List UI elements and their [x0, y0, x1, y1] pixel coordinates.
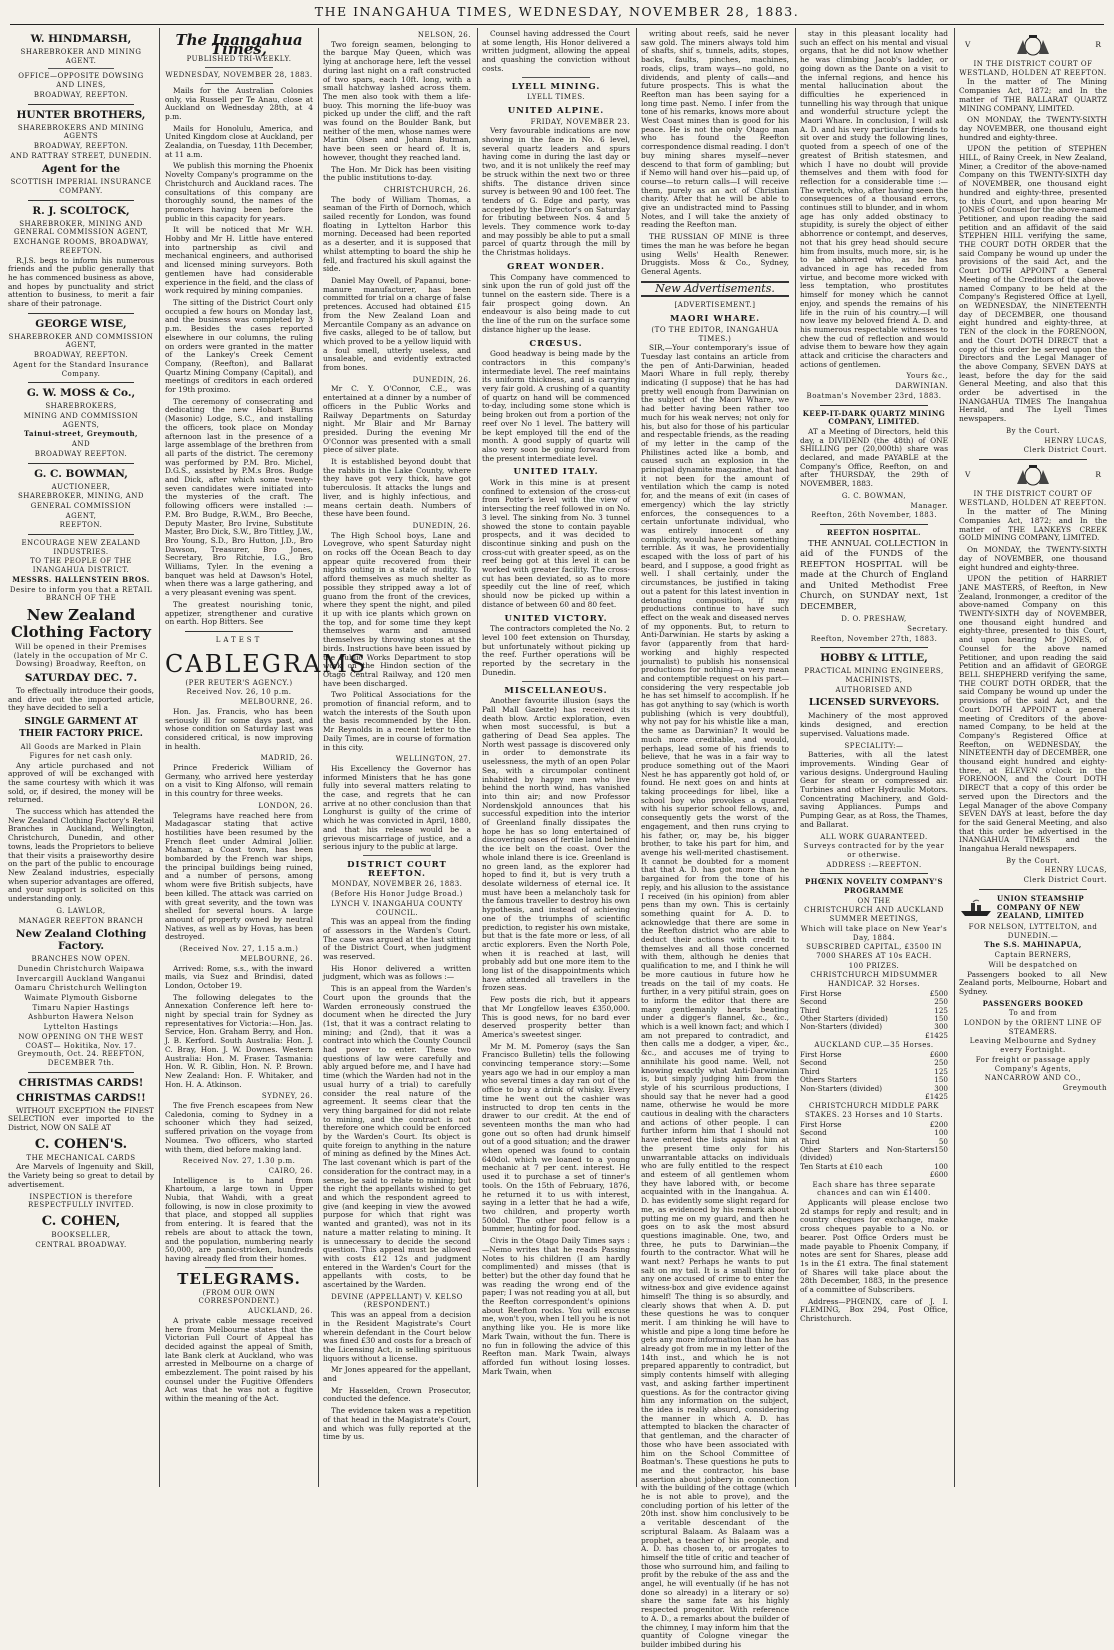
prize-total: £1425	[925, 1030, 948, 1040]
news-paragraph: Mr Hasselden, Crown Prosecutor, conducted the defence.	[323, 1385, 471, 1404]
ad-address: AND RATTRAY STREET, DUNEDIN.	[10, 151, 152, 160]
ad-subheading: AUCTIONEER,	[51, 482, 111, 491]
news-paragraph: Prince Frederick William of Germany, who arrived here yesterday on a visit to King Alfonso, will remain in this country for three weeks.	[165, 763, 313, 799]
divider	[28, 104, 134, 105]
ad-heading: G. C. BOWMAN,	[34, 467, 128, 480]
news-paragraph: The body of William Thomas, a seaman of the Firth of Dornoch, which sailed recently for London, was found floating in Lyttelton Harbor this morning. Deceased had been reported as a deserter, and it is supposed that whilst attempting to board the ship he fell, and fractured his skull against the side.	[323, 194, 471, 274]
prize-label: Second	[800, 1058, 827, 1068]
ad-body: Batteries, with all the latest improvements. Winding Gear of various designs. Underground Hauling Gear for steam or compressed air. Turbines and other Hydraulic Motors. Concentrating Machinery, and Gold-saving Appliances. Pumps and Pumping Gear, as at Ross, the Thames, and Ballarat.	[800, 750, 948, 829]
paper-title: The Inangahua Times,	[175, 31, 303, 58]
ad-heading: W. HINDMARSH,	[30, 33, 132, 45]
news-paragraph: Good headway is being made by the contractors in this company's intermediate level. The reef maintains its uniform thickness, and is carrying very fair gold. A crushing of a quantity of quartz on hand will be commenced to-day, including some stone which is being broken out from a portion of the reef over No 1 level. The battery will be kept employed till the end of the month. A good supply of quartz will also very soon be going forward from the present intermediate level.	[482, 349, 630, 463]
ad-text: THE MECHANICAL CARDS	[26, 1153, 136, 1162]
section-heading: New Advertisements.	[641, 281, 789, 298]
prize-row	[800, 1171, 948, 1179]
ad-subheading: PRACTICAL MINING ENGINEERS, MACHINISTS,	[804, 667, 944, 684]
news-paragraph: Counsel having addressed the Court at some length, His Honor delivered a written judgment, allowing the appeal and quashing the conviction without costs.	[482, 29, 630, 73]
news-paragraph: Very favourable indications are now showing in the face in No. 6 level, several quartz leaders and spurs having come in during the last day or two, and it is not unlikely the reef may be struck within the next two or three shifts. The distance driven since survey is between 90 and 100 feet. The tenders of G. Edge and party, was accepted by the Director's on Saturday for tributing between Nos. 4 and 5 levels. They commence work to-day and may possibly be able to put a small parcel of quartz through the mill by the Christmas holidays.	[482, 126, 630, 258]
prize-label: Other Starters (divided)	[800, 1014, 888, 1023]
notice-text: Clerk District Court.	[1023, 876, 1107, 885]
news-paragraph: Mr Jones appeared for the appellant, and	[323, 1365, 471, 1384]
ad-address: REEFTON.	[59, 521, 103, 530]
notice-body: ON MONDAY, the TWENTY-SIXTH day NOVEMBER, one thousand eight hundred and eighty-three.	[959, 115, 1107, 142]
ad-text: For freight or passage apply Company's Agents,	[975, 1055, 1091, 1073]
news-paragraph: Daniel May Owell, of Papanui, bone-manure manufacturer, has been committed for trial on a charge of false pretences. Accused had obtained £15 from the New Zealand Loan and Mercantile Company as an advance on five casks, alleged to be of tallow, but which proved to be a yellow liquid with a foul smell, utterly useless, and unsaleable, and evidently extracted from bones.	[323, 275, 471, 373]
prize-row	[800, 1163, 948, 1171]
news-paragraph: It will be noticed that Mr W.H. Hobby and Mr H. Little have entered into partnership as civil and mechanical engineers, and authorised and licensed mining surveyors. Both gentlemen have had considerable experience in the field, and the class of work required by mining companies.	[165, 225, 313, 296]
notice-body: UPON the petition of HARRIET JANE MASTERS, of Reefton, in New Zealand, Ironmonger, a creditor of the above-named Company on this TWENTY-SIXTH day of NOVEMBER, one thousand eight hundred and eighty-three, presented to this Court, and upon hearing Mr JONES, of Counsel for the above named Petitioner, and upon reading the said Petition and an affidavit of GEORGE BELL SHEPHERD verifying the same, THE COURT DOTH ORDER, that the said Company be wound up under the provisions of the said Act, and the Court DOTH APPOINT a general meeting of Creditors of the above-named Company, to be held at the Company's Registered Office at Reefton, on WEDNESDAY, the NINETEENTH day of DECEMBER, one thousand eight hundred and eighty-three, at ELEVEN o'clock in the FORENOON, and the Court DOTH DIRECT that a copy of this order be served upon the Directors and the Legal Manager of the above Company SEVEN DAYS at least, before the day for the said General Meeting, and also that this order be advertised in the INANGAHUA TIMES and the Inangahua Herald newspapers.	[959, 574, 1107, 854]
arms-letter-r: R	[1095, 469, 1101, 479]
dateline: (Received Nov. 27, 1.15 a.m.)	[179, 945, 299, 954]
divider	[979, 459, 1087, 460]
column-3	[323, 30, 471, 1485]
royal-arms-row	[965, 34, 1101, 56]
column-rule	[159, 28, 160, 1487]
prize-label: Others Starters	[800, 1075, 857, 1085]
ad-body: WITHOUT EXCEPTION the FINEST SELECTION ever imported to the District, NOW ON SALE AT	[8, 1105, 154, 1133]
royal-arms-row	[965, 464, 1101, 486]
section-subheading: (TO THE EDITOR, INANGAHUA TIMES.)	[651, 325, 779, 343]
ad-heading: GEORGE WISE,	[35, 317, 127, 330]
dateline: DUNEDIN, 26.	[412, 375, 471, 384]
prize-amount: 125	[934, 1066, 948, 1076]
dateline: DUNEDIN, 26.	[412, 521, 471, 530]
royal-arms-icon	[1013, 34, 1053, 56]
prize-row	[800, 1093, 948, 1101]
ad-body: The success which has attended the New Zealand Clothing Factory's Retail Branches in Auckland, Wellington, Christchurch, Dunedin, and other towns, leads the Proprietors to believe that their visits a praiseworthy desire on the part of the public to encourage New Zealand industries, especially when superior advantages are offered, and your support is solicited on this understanding only.	[8, 807, 154, 904]
prize-row	[800, 1146, 948, 1163]
ad-text: LONDON by the ORIENT LINE OF STEAMERS.	[964, 1019, 1102, 1036]
ad-heading: HUNTER BROTHERS,	[16, 108, 146, 121]
section-subheading: (FROM OUR OWN CORRESPONDENT.)	[198, 1288, 280, 1306]
ad-heading: C. COHEN'S.	[34, 1136, 128, 1152]
ad-heading: PASSENGERS BOOKED	[982, 998, 1084, 1008]
ad-body: Any article purchased and not approved of will be exchanged with the same courtesy with which it was sold, or, if desired, the money will be returned.	[8, 760, 154, 805]
ad-subheading: SHAREBROKER AND MINING AGENT.	[20, 48, 142, 65]
mine-heading: CRŒSUS.	[529, 338, 583, 349]
prize-amount: 100	[934, 1161, 948, 1171]
news-paragraph: Civis in the Otago Daily Times says :—Nemo writes that he reads Passing Notes to his children (I am hardly complimented) and misses (that is better) but the other day found that he was reading the wrong end of the paper; I was not reading you at all, but the Reefton correspondent's opinions about Reefton rocks. You will excuse me, won't you, when I tell you he is not anything like you. He is more like Mark Twain, without the fun. There is no fun in following the advice of this Reefton man. Mark Twain, always afforded fun without losing losses. Mark Twain, when	[482, 1236, 630, 1376]
ad-text: SUBSCRIBED CAPITAL, £3500 IN 7000 SHARES AT 10s EACH.	[806, 943, 942, 960]
divider	[28, 1072, 134, 1073]
ad-text: Which will take place on New Year's Day, 1884.	[800, 924, 948, 942]
ad-text: Will be opened in their Premises (lately in the occupation of Mr C. Dowsing) Broadway, Reefton, on	[13, 642, 149, 669]
divider	[205, 67, 273, 68]
ad-text: ENCOURAGE NEW ZEALAND INDUSTRIES.	[21, 539, 141, 556]
column-rule	[795, 28, 796, 1487]
dateline: MADRID, 26.	[260, 754, 313, 763]
prize-label: Third	[800, 1136, 820, 1146]
ad-date: Reefton, 26th November, 1883.	[811, 511, 937, 520]
column-rule	[636, 28, 637, 1487]
column-rule	[318, 28, 319, 1487]
ad-text: 100 PRIZES.	[848, 961, 900, 970]
ad-address: Greymouth	[1062, 1083, 1107, 1092]
news-paragraph: Another favourite illusion (says the Pall Mall Gazette) has received its death blow. Arctic exploration, even when most successful, is but a gathering of Dead Sea apples. The North west passage is discovered only in order to demonstrate its uselessness, the myth of an open Polar Sea, with a circumpolar continent inhabited by happy men who live behind the north wind, has vanished into thin air; and now Professor Nordenskjold announces that his successful expedition into the interior of Greenland finally dissipates the hope he has so long entertained of discovering oases of fertile land behind the ice belt on the coast. Over the whole inland there is ice. Greenland is no green land, as the explorer had hoped to find it, but is very truth a desolate wilderness of eternal ice. It must have been a melancholy task for the famous traveller to destroy his own hypothesis, and instead of achieving one of the triumphs of scientific prediction, to register his own mistake, but that is the fate more or less, of all arctic explorers. Even the North Pole, when it is reached at last, will probably add but one more item to the long list of the disappointments which have attended all travellers in the frozen seas.	[482, 696, 630, 993]
town-list: Invercargill Auckland Wanganui	[16, 974, 146, 983]
ad-subheading: SHAREBROKERS,	[45, 402, 117, 411]
news-paragraph: Few posts die rich, but it appears that Mr Longfellow leaves £350,000. This is good news, for no bard ever deserved prosperity better than America's sweetest singer.	[482, 995, 630, 1039]
letter-body: SIR,—Your contemporary's issue of Tuesday last contains an article from the pen of Anti-Darwinian, headed Maori Whare in full reply, thereby indicating (I suppose) that he has had pretty well enough from Darwinian on the subject of the Maori Whare, we had better having been rather too much for his weak nerves; not only for his, but also for those of his particular and respectable friends, as the reading of my letter in the camp of the Philistines acted like a bomb, and caused such an explosion in the principal dynamite magazine, that had it not been for the amount of ventilation which the camp is noted for, and the means of exit (in cases of emergency) which the lay strictly enforces, the consequences to a certain unfortunate individual, who was entirely innocent of any complicity, would have been something terrible. As it was, he providentially escaped with the loss of part of his beard, and I suppose, a good fright as well. I shall certainly, under the circumstances, be justified in taking out a patent for this latest invention in detonating composition, if my productions continue to have such effect on the weak and diseased nerves of my opponents. But, to return to Anti-Darwinian. He starts by asking a favor (apparently from that hard-working and highly respected journalist) to publish his nonsensical productions for nothing—a very mean and contemptible request on his part—considering the very respectable job he has set himself to accomplish. If he has got anything to say (which is worth publishing (which is very doubtful), why not pay for his whistle like a man, the same as Darwinian? It would be much more creditable, and would, perhaps, lead some of his friends to believe, that he was in a fair way to produce something out of the Maori Nest he has apparently got hold of, or found. He next goes on and hints at taking proceedings for libel, like a school boy who provokes a quarrel with his superior school fellows, and, consequently gets the worst of the engagement, and then runs crying to his father, or, may be, his bigger brother, to take his part for him, and avenge his well-merited chastisement. It cannot be doubted for a moment that that A. D. has got more than he bargained for from the tone of his reply, and his allusion to the assistance I received (in his opinion) from abler pens than my own. This is certainly something quaint for A. D. to acknowledge that there are some in the Reefton district who are able to deduct their actions with credit to themselves and all those concerned with them, although he denies that qualification to me, and I think he will be more cautious in future how he treads on the tail of my coats. He further, in a very pitiful strain, goes on to inform the editor that there are many gentlemanly hearts beating under a digger's flannel, &c., &c., which is a well known fact; and which I am not prepared to contradict, and then calls me a dodger, a viper, &c., &c., and accuses me of trying to annihilate his good name. Well, not knowing exactly what Anti-Darwinian is, but simply judging him from the style of his scurrilous productions, I should say that he never had a good name, otherwise he would be more cautious in dealing with the characters and actions of other people. I can further inform him that I should not have entered the lists against him at the present time only for his unwarrantable attacks on individuals who are fully entitled to the respect and esteem of all gentlemen whom they have labored with, or become acquainted with in the Inangahua. A. D. has evidently some slight regard for me, as evidenced by his remark about putting me on my guard, and then he goes on to ask the most absurd questions imaginable. One, two, and three, he puts to Darwinian—the fourth to the contractor. What will he want next? Perhaps he wants to put salt on my tail. It is a small thing for any one accused of crime to enter the witness-box and give evidence against himself! The thing is so absurdly, and clearly shows that when A. D. put these questions he was to conquer merit. I am thinking he will have to whistle and pipe a long time before he gets any more information than he has already got from me in my letter of the 14th inst., and which he is not prepared apparently to contradict, but simply contents himself with alleging vast, and asking farther impertinent questions. As for the contractor giving him any information on the subject, the idea is really absurd, considering the manner in which A. D. has attempted to blacken the character of that gentleman, and the character of those who have been associated with him on the School Committee of Boatman's. These questions he puts to me and the contractor, his base assertion about jobbery in connection with the building of the cottage (which he is not able to prove), and the concluding portion of his letter of the 20th inst. show him conclusively to be a veritable descendant of the scriptural Balaam. As Balaam was a prophet, a teacher of his people, and A. D. has chosen to, or arrogates to himself the title of critic and teacher of those who surround him, and failing to profit by the rebuke of the ass and the angel, he will eventually (if he has not done so already) in a literary or so) share the same fate as his highly respected progenitor. With reference to A. D., a remarks about the builder of the chimney, I may inform him that the quantity of Cologne vinegar the builder imbibed during his	[641, 343, 789, 1649]
news-paragraph: We publish this morning the Phoenix Novelty Company's programme on the Christchurch and Auckland races. The consultations of this company are thoroughly sound, the names of the promoters having been before the public in this capacity for years.	[165, 161, 313, 223]
news-paragraph: His Honor delivered a written judgment, which was as follows :—	[323, 963, 471, 982]
ad-subheading: SHAREBROKERS AND MINING AGENTS	[17, 123, 145, 141]
notice-text: By the Court.	[1006, 426, 1060, 435]
news-paragraph: Mails for Honolulu, America, and United Kingdom close at Auckland, per Zealandia, on Tuesday, 11th December, at 11 a.m.	[165, 123, 313, 159]
news-paragraph: Mr C. Y. O'Connor, C.E., was entertained at a dinner by a number of officers in the Public Works and Railway Departments on Saturday night. Mr Blair and Mr Barnay presided. During the evening Mr O'Connor was presented with a small piece of silver plate.	[323, 384, 471, 455]
town-list: Waimate Plymouth Gisborne	[24, 994, 138, 1003]
ad-heading: LICENSED SURVEYORS.	[808, 697, 940, 709]
ad-body: R.J.S. begs to inform his numerous friends and the public generally that he has commenced business as above, and hopes by punctuality and strict attention to business, to merit a fair share of their patronage.	[8, 255, 154, 309]
news-paragraph: The Hon. Mr Dick has been visiting the public institutions to-day.	[323, 164, 471, 183]
ad-address: BROADWAY REEFTON.	[34, 449, 128, 458]
divider	[185, 631, 293, 632]
race-heading: AUCKLAND CUP.—35 Horses.	[814, 1041, 934, 1050]
prize-row	[800, 1032, 948, 1040]
news-paragraph: Telegrams have reached here from Madagascar stating that active hostilities have been resumed by the French fleet under Admiral Jollier. Mahamar, a Coast town, has been bombarded by the French war ships, the principal buildings being ruined, and a number of persons, among whom were five British subjects, have been killed. The attack was carried on with great severity, and the town was shelled for several hours. A large amount of property owned by neutral Natives, as well as by Hovas, has been destroyed.	[165, 810, 313, 942]
dateline: SYDNEY, 26.	[261, 1092, 313, 1101]
divider	[522, 681, 590, 682]
ad-heading: SATURDAY DEC. 7.	[24, 672, 138, 685]
notice-body: UPON the petition of STEPHEN HILL, of Rainy Creek, in New Zealand, Miner, a Creditor of the above-named Company on this TWENTY-SIXTH day of NOVEMBER, one thousand eight hundred and eighty-three, presented to this Court, and upon hearing Mr JONES of Counsel for the above-named Petitioner, and upon reading the said petition and an affidavit of the said STEPHEN HILL verifying the same, THE COURT DOTH ORDER that the said Company be wound up under the provisions of the said Act, and the Court DOTH APPOINT a General Meeting of the Creditors of the above-named Company to be held at the Company's Registered Office at Lyell, on WEDNESDAY, the NINETEENTH day of DECEMBER, one thousand eight hundred and eighty-three, at TEN of the clock in the FORENOON, and the Court DOTH DIRECT that a copy of this order be served upon the Directors and the Legal Manager of the above Company, SEVEN DAYS at least, before the day for the said General Meeting, and also that this order be advertised in the INANGAHUA TIMES The Inangahua Herald, and The Lyell Times newspapers.	[959, 144, 1107, 424]
prize-amount: £600	[929, 1049, 948, 1059]
dateline: WELLINGTON, 27.	[395, 755, 471, 764]
dateline: NELSON, 26.	[417, 31, 471, 39]
column-rule	[477, 28, 478, 1487]
masthead-rule	[10, 24, 1104, 25]
ad-body: Machinery of the most approved kinds designed, and erection supervised. Valuations made.	[800, 711, 948, 738]
news-paragraph: Mr M. M. Pomeroy (says the San Francisco Bulletin) tells the following convincing temperance story:—Some years ago we had in our employ a man who several times a day ran out of the office to buy a drink of whisky. Every time he went out the cashier was instructed to drop ten cents in the drawer to our credit. At the end of seventeen months the man who had gone out so often had drunk himself out of a good situation; and the drawer when opened was found to contain 640dol. which we loaned to a young mechanic at 7 per cent. interest. He used it to purchase a set of tinner's tools. On the 15th of February, 1876, he returned it to us with interest, saying in a letter that he had a wife, two children, and property worth 500dol. The other poor fellow is a bummer, hunting for food.	[482, 1041, 630, 1234]
prize-amount: 125	[934, 1005, 948, 1015]
letter-heading: MAORI WHARE.	[669, 314, 761, 325]
ad-text: Desire to inform you that a RETAIL BRANCH OF THE	[9, 585, 153, 603]
dateline: CAIRO, 26.	[268, 1166, 313, 1175]
ad-text: Agent for the Standard Insurance Company.	[13, 360, 149, 378]
ad-heading: CHRISTMAS CARDS!!	[16, 1091, 146, 1104]
notice-body: In the matter of The Mining Companies Act, 1872; and In the matter of THE LANKEYS CREEK GOLD MINING COMPANY, LIMITED.	[959, 507, 1107, 543]
prize-amount: 300	[934, 1083, 948, 1093]
ad-text: MANAGER REEFTON BRANCH	[18, 916, 144, 925]
section-heading: MISCELLANEOUS.	[504, 685, 608, 696]
news-paragraph: This is an appeal from the Warden's Court upon the grounds that the Warden erroneously construed the document when he directed the Jury (1st, that it was a contract relating to mining; and (2nd), that it was a contract into which the County Council had power to enter. These two questions of law were carefully and ably argued before me, and I have had time (which the Warden had not in the usual hurry of a trial) to carefully consider the real nature of the agreement. It seems clear that the very thing bargained for did not relate to mining, and the contract is not therefore one which could be enforced by the Warden's Court. Its object is quite foreign to anything in the nature of mining as defined by the Mines Act. The last covenant which is part of the consideration for the contract may, in a sense, be said to relate to mining; but the right the appellants wished to get and which the respondent agreed to give (and keeping in view the avowed purpose for which that right was wanted and granted), was not in its nature a matter relating to mining. It is unnecessary to decide the second question. This appeal must be allowed with costs £12 12s and judgment entered in the Warden's Court for the appellants with costs, to be ascertained by the Warden.	[323, 984, 471, 1290]
mine-heading: UNITED ALPINE.	[507, 105, 605, 116]
prize-row	[800, 1059, 948, 1067]
column-1	[8, 30, 154, 1485]
ad-heading: G. W. MOSS & Co.,	[26, 387, 136, 400]
news-paragraph: The evidence taken was a repetition of that head in the Magistrate's Court, and which was fully reported at the time by us.	[323, 1406, 471, 1442]
news-paragraph: Two Political Associations for the promotion of financial reform, and to watch the interests of the South upon the basis recommended by the Hon. Mr Reynolds in a recent letter to the Daily Times, are in course of formation in this city.	[323, 690, 471, 752]
ad-text: FOR NELSON, LYTTELTON, and DUNEDIN.—	[968, 922, 1098, 940]
section-subheading: (Before His Honor Judge Broad.)	[331, 890, 463, 899]
ad-body: Address—PHŒNIX, care of J. I. FLEMING, Box 294, Post Office, Christchurch.	[800, 1296, 948, 1324]
column-5	[641, 29, 789, 1649]
ad-heading: New Zealand Clothing Factory	[10, 605, 152, 641]
ad-subheading: SHAREBROKER, MINING AND GENERAL COMMISSION AGENT,	[14, 219, 148, 237]
ad-heading: Agent for the	[41, 163, 121, 176]
news-paragraph: Hon. Jas. Francis, who has been seriously ill for some days past, and whose condition on Saturday last was considered critical, is now improving in health.	[165, 706, 313, 751]
prize-amount: £200	[929, 1119, 948, 1129]
town-list: Dunedin Christchurch Waipawa	[17, 964, 145, 973]
town-list: Timaru Napier Hastings	[32, 1003, 130, 1012]
ship-name: The S.S. MAHINAPUA,	[984, 940, 1082, 950]
divider	[205, 1267, 273, 1268]
steamship-icon	[959, 899, 993, 917]
ad-signature: G. LAWLOR,	[56, 906, 106, 915]
notice-signature: HENRY LUCAS,	[1044, 436, 1107, 445]
news-paragraph: The sitting of the District Court only occupied a few hours on Monday last, and the business was completed by 3 p.m. Besides the cases reported elsewhere in our columns, the ruling on orders were granted in the matter of the Lankey's Creek Cement Company, (Reefton), and Ballarat Quartz Mining Company (Capital), and meetings of creditors in each ordered for 19th proximo.	[165, 297, 313, 395]
news-paragraph: The five French escapees from New Caledonia, coming to Sydney in a schooner which they had seized, suffered privation on the voyage from Noumea. Two officers, who started with them, died before making land.	[165, 1101, 313, 1154]
ad-text: ON THE	[857, 896, 891, 905]
ad-subheading: AGENT,	[65, 511, 97, 520]
ad-text: Each share has three separate chances and can win £1400.	[812, 1180, 936, 1198]
prize-amount: 150	[934, 1144, 948, 1154]
divider	[820, 873, 928, 874]
column-6	[800, 30, 948, 1485]
section-heading: DISTRICT COURT REEFTON.	[347, 859, 447, 879]
prize-amount: 100	[934, 1128, 948, 1138]
prize-amount: 150	[934, 1014, 948, 1023]
ad-heading: KEEP-IT-DARK QUARTZ MINING COMPANY, LIMITED.	[802, 408, 946, 427]
news-paragraph: Intelligence is to hand from Khartoum, a large town in Upper Nubia, that Wahdi, with a great following, is now in close proximity to that place, and stopped all supplies from entering. It is feared that the rebels are about to attack the town, and the population, numbering nearly 50,000, are panic-stricken, hundreds having already fled from their homes.	[165, 1175, 313, 1263]
ad-text: All Goods are Marked in Plain Figures for net cash only.	[20, 743, 142, 760]
case-title: LYNCH V. INANGAHUA COUNTY COUNCIL.	[331, 899, 463, 917]
ad-subheading: GENERAL COMMISSION	[30, 501, 132, 510]
dateline: CHRISTCHURCH, 26.	[383, 185, 471, 194]
notice-text: Clerk District Court.	[1023, 446, 1107, 455]
notice-body: In the matter of The Mining Companies Act, 1872; and In the matter of THE BALLARAT QUARTZ MINING COMPANY, LIMITED.	[959, 77, 1107, 113]
prize-amount: 250	[934, 1058, 948, 1068]
ad-address: BROADWAY, REEFTON.	[33, 351, 129, 360]
prize-amount: 150	[934, 1075, 948, 1085]
divider	[820, 405, 928, 406]
ad-body: AT a Meeting of Directors, held this day, a DIVIDEND (the 48th) of ONE SHILLING per (20,000th) share was declared, and made PAYABLE at the Company's Office, Reefton, on and after THURSDAY, the 29th of NOVEMBER, 1883.	[800, 426, 948, 489]
prize-label: Non-Starters (divided)	[800, 1022, 883, 1032]
ad-address: Tainui-street, Greymouth,	[24, 429, 138, 439]
section-kicker: LATEST	[215, 636, 263, 644]
section-heading: TELEGRAMS.	[177, 1269, 301, 1288]
ad-subheading: MINING AND COMMISSION AGENTS,	[23, 411, 139, 429]
dateline: Received Nov. 26, 10 p.m.	[186, 688, 292, 697]
ad-date: Reefton, November 27th, 1883.	[810, 634, 938, 643]
paper-dateline: WEDNESDAY, NOVEMBER 28, 1883.	[165, 71, 313, 80]
news-paragraph: The contractors completed the No. 2 level 100 feet extension on Thursday, but unfortunately without picking up the reef. Further operations will be reported by the secretary in the Dunedin.	[482, 624, 630, 677]
ad-heading: REEFTON HOSPITAL.	[826, 527, 922, 537]
ad-heading: CHRISTMAS CARDS!	[18, 1076, 144, 1089]
arms-letter-v: V	[965, 469, 971, 479]
ad-body: Are Marvels of Ingenuity and Skill, the Variety being so great to detail by advertisement.	[8, 1162, 154, 1189]
news-paragraph: A private cable message received here from Melbourne states that the Victorian Full Court of Appeal has decided against the appeal of Smith, late Bank clerk at Auckland, who was arrested in Melbourne on a charge of embezzlement. The point raised by his counsel under the Fugitive Offenders Act was that he was not a fugitive within the meaning of the Act.	[165, 1315, 313, 1404]
divider	[28, 313, 134, 314]
dateline: LONDON, 26.	[258, 801, 313, 810]
dateline: MONDAY, NOVEMBER 26, 1883.	[331, 880, 463, 889]
ad-address: BROADWAY, REEFTON.	[33, 90, 129, 99]
news-paragraph: This was an appeal from the finding of assessors in the Warden's Court. The case was argued at the last sitting of the District Court, when judgment was reserved.	[323, 917, 471, 962]
divider	[205, 83, 273, 84]
news-paragraph: The ceremony of consecrating and dedicating the new Hobart Burns (Masonic) Lodge, S.C., and installing the officers, took place on Monday afternoon last in the presence of a large assemblage of the brethren from all parts of the district. The ceremony was performed by P.M. Bro. Michel, D.G.S., assisted by P.M.s Bros. Budge and Dick, after which some twenty-seven candidates were initiated into the mysteries of the craft. The following officers were installed :—P.M. Bro Budge, R.W.M., Bro Beeche, Deputy Master, Bro Irvine, Substitute Master, Bro Dick, S.W., Bro Tittley, J.W., Bro Young, S.D., Bro Hutton, J.D., Bro Dawson, Treasurer, Bro Jones, Secretary, Bro Ritchie, I.G., Bro Williams, Tyler. In the evening a banquet was held at Dawson's Hotel, when there was a large gathering, and a very pleasant evening was spent.	[165, 396, 313, 598]
race-heading: CHRISTCHURCH MIDDLE PARK STAKES. 23 Horses and 10 Starts.	[804, 1102, 944, 1120]
news-paragraph: This was an appeal from a decision in the Resident Magistrate's Court wherein defendant in the Court below was fined £30 and costs for a breach of the Licensing Act, in selling spirituous liquors without a license.	[323, 1310, 471, 1363]
ad-text: NOW OPENING ON THE WEST COAST— Hokitika, Nov. 17. Greymouth, Oct. 24. REEFTON, DECEMBER 7th.	[17, 1032, 145, 1067]
divider	[820, 647, 928, 648]
ad-subheading: SHAREBROKER AND COMMISSION AGENT,	[8, 332, 154, 350]
divider	[28, 463, 134, 464]
town-list: Oamaru Christchurch Wellington	[14, 984, 148, 993]
ad-heading: UNION STEAMSHIP COMPANY OF NEW ZEALAND, LIMITED	[997, 893, 1085, 921]
divider	[48, 68, 114, 69]
ad-signature: G. C. BOWMAN,	[841, 491, 907, 500]
ad-text: Surveys contracted for by the year or otherwise.	[803, 842, 945, 859]
column-4	[482, 30, 630, 1485]
news-paragraph: His Excellency the Governor has informed Ministers that he has gone fully into several matters relating to the case, and regrets that he can arrive at no other conclusion than that Longhurst is guilty of the crime of which he was convicted in April, 1880, and that his release would be a grievous miscarriage of justice, and a serious injury to the public at large.	[323, 763, 471, 852]
ad-address: CENTRAL BROADWAY.	[35, 1240, 127, 1249]
ad-text: To and from	[1008, 1009, 1058, 1018]
letter-closing: Yours &c.,	[906, 372, 948, 381]
ad-address: ADDRESS :—REEFTON.	[826, 860, 922, 869]
news-paragraph: Two foreign seamen, belonging to the barque May Queen, which was lying at anchorage here, left the vessel during last night on a raft constructed of two spars, each 10ft. long, with a small hatchway lashed across them. The men also took with them a life-buoy. This morning the life-buoy was picked up under the cliff, and the raft was found on the Boulder Bank, but neither of the men, whose names were Martin Olsen and Johann Butman, have been seen or heard of. It is, however, thought they reached land.	[323, 39, 471, 162]
news-paragraph: Arrived: Rome, s.s., with the inward mails, via Suez and Brindisi, dated London, October 19.	[165, 963, 313, 990]
letter-signature: DARWINIAN.	[895, 382, 948, 391]
divider	[522, 77, 590, 78]
dateline: FRIDAY, NOVEMBER 23.	[530, 117, 630, 126]
news-paragraph: Work in this mine is at present confined to extension of the cross-cut from Potter's level with the view of intersecting the reef followed in on No. 3 level. The sinking from No. 3 tunnel showed the stone to contain payable prospects, and it was decided to discontinue sinking and push on the cross-cut with greater speed, as on the reef being got at this level it can be worked with greater facility. The cross-cut has been deviated, so as to more speedily cut the line of reef, which should now be picked up within a distance of between 60 and 80 feet.	[482, 478, 630, 609]
news-paragraph: The following delegates to the Annexation Conference left here to-night by special train for Sydney as representatives for Victoria:—Hon. Jas. Service, Hon. Graham Berry, and Hon. J. B. Kerford. South Australia: Hon. J. C. Bray, Hon. J. W. Downes. Western Australia: Hon. M. Fraser. Tasmania: Hon. W. R. Giblin, Hon. N. P. Brown. New Zealand: Hon. F. Whitaker, and Hon. H. A. Atkinson.	[165, 992, 313, 1089]
section-heading: LYELL MINING.	[511, 81, 601, 92]
prize-label: First Horse	[800, 1119, 842, 1129]
dateline: AUCKLAND, 26.	[248, 1307, 313, 1316]
section-subheading: (PER REUTER'S AGENCY.)	[185, 678, 293, 687]
ad-heading: SINGLE GARMENT AT THEIR FACTORY PRICE.	[19, 717, 143, 740]
ad-text: TO THE PEOPLE OF THE INANGAHUA DISTRICT.	[30, 557, 132, 575]
dateline: MELBOURNE, 26.	[240, 698, 313, 707]
news-paragraph: It is established beyond doubt that the rabbits in the Lake County, where they have got very thick, have got tuberculosis. It attacks the lungs and liver, and is highly infectious, and means certain death. Numbers of these have been found.	[323, 457, 471, 519]
dateline: MELBOURNE, 26.	[240, 954, 313, 963]
ad-text: SCOTTISH IMPERIAL INSURANCE COMPANY.	[10, 178, 152, 196]
ad-text: AND	[71, 440, 91, 449]
notice-body: On MONDAY, the TWENTY-SIXTH day of NOVEMBER, one thousand eight hundred and eighty-three.	[959, 545, 1107, 572]
prize-label: First Horse	[800, 988, 842, 998]
ad-body: Passengers booked to all New Zealand ports, Melbourne, Hobart and Sydney.	[959, 969, 1107, 996]
section-subheading: LYELL TIMES.	[527, 93, 585, 102]
ad-body: THE ANNUAL COLLECTION in aid of the FUNDS of the REEFTON HOSPITAL will be made at the Church of England and United Methodist Free Church, on SUNDAY next, 1st DECEMBER,	[800, 538, 948, 612]
ad-text: Will be despatched on	[988, 960, 1078, 969]
ad-text: MESSRS. HALLENSTEIN BROS.	[12, 574, 150, 584]
ad-text: BOOKSELLER,	[51, 1230, 111, 1239]
news-paragraph: Mails for the Australian Colonies only, via Russell per Te Anau, close at Auckland on Wednesday 28th, at 4 p.m.	[165, 85, 313, 121]
mine-heading: UNITED VICTORY.	[504, 613, 608, 624]
column-rule	[954, 28, 955, 1487]
mine-heading: UNITED ITALY.	[513, 467, 599, 478]
ad-signature: NANCARROW AND CO.,	[984, 1074, 1082, 1083]
town-list: Lyttelton Hastings	[43, 1023, 119, 1032]
royal-arms-icon	[1013, 464, 1053, 486]
prize-row	[800, 998, 948, 1006]
prize-label: Second	[800, 1128, 827, 1138]
ad-subheading: SHAREBROKER, MINING, AND	[17, 492, 145, 501]
mine-heading: GREAT WONDER.	[507, 261, 605, 272]
section-subheading: [ADVERTISEMENT.]	[674, 301, 756, 310]
ad-heading: R. J. SCOLTOCK,	[32, 204, 130, 217]
ad-body: Applicants will please enclose two 2d stamps for reply and result; and in country cheques for exchange, make cross cheques payable to a No. or bearer. Post Office Orders must be made payable to Phoenix Company, if notes are sent for Shares, please add 1s in the £1 extra. The final statement of Shares will take place about the 28th December, 1883, in the presence of a committee of Subscribers.	[800, 1198, 948, 1295]
race-heading: CHRISTCHURCH MIDSUMMER HANDICAP. 32 Horses.	[810, 971, 938, 989]
court-heading: IN THE DISTRICT COURT OF WESTLAND, HOLDEN AT REEFTON.	[959, 60, 1107, 77]
ad-text: SPECIALITY:—	[844, 741, 904, 750]
case-title: DEVINE (APPELLANT) V. KELSO (RESPONDENT.)	[331, 1292, 463, 1310]
ad-text: ALL WORK GUARANTEED.	[820, 832, 928, 841]
steamship-ad-header	[959, 894, 1107, 922]
arms-letter-r: R	[1095, 39, 1101, 49]
prize-amount: 250	[934, 997, 948, 1007]
ad-heading: HOBBY & LITTLE,	[820, 652, 928, 665]
prize-total: £1425	[925, 1091, 948, 1101]
ad-address: BROADWAY, REEFTON.	[33, 141, 129, 150]
section-heading: CABLEGRAMS	[165, 649, 368, 678]
news-paragraph: THE RUSSIAN OF MINE is three times the man he was before he began using Wells' Health Renewer. Druggists. Moss & Co., Sydney, General Agents.	[641, 232, 789, 276]
ad-text: Manager.	[910, 501, 948, 510]
notice-signature: HENRY LUCAS,	[1044, 866, 1107, 875]
ad-subheading: AUTHORISED AND	[835, 685, 913, 694]
ad-heading: PHŒNIX NOVELTY COMPANY'S PROGRAMME	[804, 877, 943, 896]
divider	[28, 200, 134, 201]
letter-body: stay in this pleasant locality had such an effect on his mental and visual organs, that he did not know whether he was climbing Jacob's ladder, or going down as the Dante on a visit to the infernal regions, and hence his mental hallucination about the difficulties he experienced in tunnelling his way through that unique and wonderful structure yclept the Maori Whare. In conclusion, I will ask A. D. and his very particular friends to sit over and study the following lines, quoted from a speech of one of the greatest of British statesmen, and which I have no doubt will provide themselves and them with food for reflection for a considerable time :—The wretch, who, after having seen the consequences of a thousand errors, continues still to blunder, and in whom age has only added obstinacy to stupidity, is surely the object of either abhorrence or contempt, and deserves, not that his grey head should secure him from insults, much more, sir, is he to be abhorred who, as he has advanced in age has receded from virtue, and become more wicked with less temptation, who prostitutes himself for money which he cannot enjoy, and spends the remains of his life in the ruin of his country.—I will now leave my beloved friend A. D. and his numerous respectable witnesses to chew the cud of reflection and would advise them to beware how they again attack and criticise the characters and actions of gentlemen.	[800, 29, 948, 369]
letter-date: Boatman's November 23rd, 1883.	[806, 391, 942, 400]
ad-text: Captain BERNERS,	[994, 951, 1072, 960]
ad-body: To effectually introduce their goods, and drive out the imported article, they have decided to sell a	[8, 686, 154, 713]
prize-amount: 50	[938, 1136, 948, 1146]
prize-label: Non-Starters (divided)	[800, 1083, 883, 1093]
divider	[363, 855, 431, 856]
ad-text: OFFICE—OPPOSITE DOWSING AND LINES,	[18, 72, 144, 90]
prize-label: Ten Starts at £10 each	[800, 1161, 883, 1171]
ad-text: Leaving Melbourne and Sydney every Fortnight.	[969, 1037, 1097, 1055]
prize-row	[800, 1129, 948, 1137]
arms-letter-v: V	[965, 39, 971, 49]
dateline: Received Nov. 27, 1.30 p.m.	[182, 1157, 296, 1166]
column-7	[959, 30, 1107, 1485]
prize-amount: £500	[929, 988, 948, 998]
ad-text: INSPECTION is therefore RESPECTFULLY INVITED.	[27, 1192, 135, 1210]
news-paragraph: writing about reefs, said he never saw gold. The miners always told him of shafts, shif s, tunnels, adits, stopes, backs, faults, pinches, machines, roads, clips, tram ways—no gold, no dividends, and plenty of calls—and future prospects. This is what the Reefton man has been saying for a long time past. Nemo. I infer from the tone of his remarks, knows more about West Coast mines than is good for his peace. He is not the only Otago man who has found the Reefton correspondence dismal reading. I don't buy mining shares myself—never descend to that form of gambling; but if Nemo will hand over his—paid up, of course—to return calls—I will receive them, purely as an act of Christian charity. After that he will be able to give an undistracted mind to Passing Notes, and I will take the anxiety of reading the Reefton man.	[641, 29, 789, 230]
prize-label: Third	[800, 1066, 820, 1076]
prize-label: Other Starters and Non-Starters (divided)	[800, 1144, 935, 1163]
news-paragraph: The greatest nourishing tonic, appetizer, strengthener and curative on earth. Hop Bitters. See	[165, 599, 313, 627]
ad-text: CHRISTCHURCH AND AUCKLAND SUMMER MEETINGS,	[804, 906, 944, 924]
news-paragraph: The High School boys, Lane and Lovegrove, who spent Saturday night on rocks off the Ocean Beach to day appear quite recovered from their nights outing in a state of nudity. To afford themselves as much shelter as possible they stripped away a lot of guano from the front of the crevices, where they spent the night, and piled it up with ice plants which grown on the top, and for some time they kept themselves warm and amused themselves by throwing stones at the birds. Instructions have been issued by the Public Works Department to stop work on the Hindon section of the Otago Central Railway, and 120 men have been discharged.	[323, 530, 471, 688]
paper-subtitle: PUBLISHED TRI-WEEKLY.	[186, 55, 292, 64]
ad-address: EXCHANGE ROOMS, BROADWAY, REEFTON.	[13, 238, 149, 255]
ad-signature: D. O. PRESHAW,	[841, 615, 907, 624]
prize-label: Third	[800, 1005, 820, 1015]
divider	[28, 382, 134, 383]
ad-heading: C. COHEN,	[41, 1213, 121, 1229]
divider	[28, 534, 134, 535]
divider	[820, 524, 928, 525]
prize-total: £600	[929, 1170, 948, 1180]
prize-label: First Horse	[800, 1049, 842, 1059]
notice-text: By the Court.	[1006, 856, 1060, 865]
ad-heading: New Zealand Clothing Factory.	[15, 928, 147, 953]
town-list: Ashburton Hawera Nelson	[28, 1013, 134, 1022]
column-2	[165, 30, 368, 1485]
ad-text: BRANCHES NOW OPEN.	[31, 955, 131, 964]
court-heading: IN THE DISTRICT COURT OF WESTLAND, HOLDEN AT REEFTON.	[959, 489, 1107, 507]
prize-amount: 300	[934, 1022, 948, 1032]
divider	[979, 889, 1087, 890]
prize-label: Second	[800, 997, 827, 1007]
ad-text: Secretary.	[907, 624, 948, 633]
masthead: THE INANGAHUA TIMES, WEDNESDAY, NOVEMBER 28, 1883.	[314, 4, 800, 19]
news-paragraph: This Company have commenced to sink upon the run of gold just off the tunnel on the eastern side. There is a fair prospect going down. An endeavour is also being made to cut the line of the run on the surface some distance higher up the lease.	[482, 272, 630, 334]
